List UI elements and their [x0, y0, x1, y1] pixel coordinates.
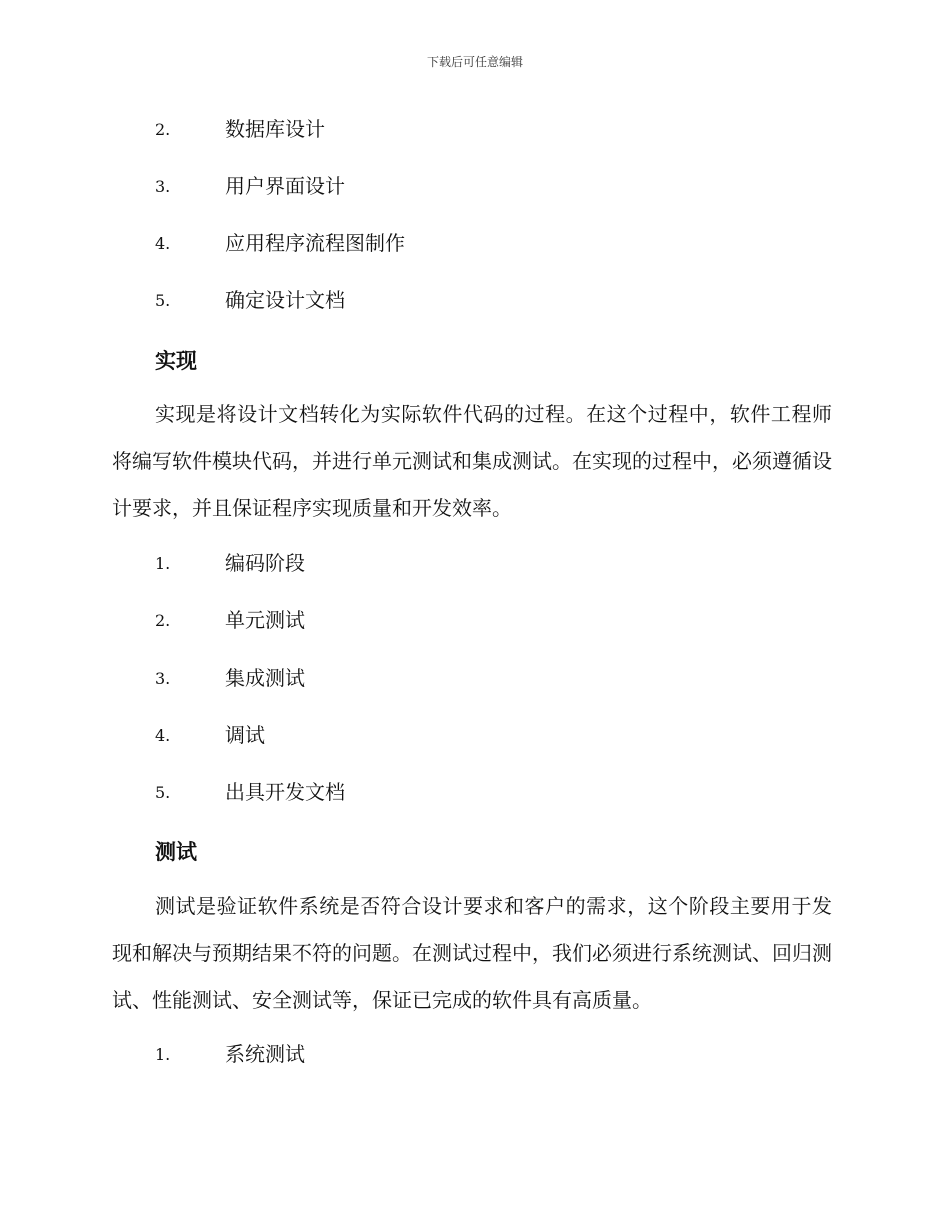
list-label: 数据库设计 [225, 117, 325, 141]
list-label: 应用程序流程图制作 [225, 231, 405, 255]
list-number: 2. [155, 120, 171, 139]
list-number: 3. [155, 669, 171, 688]
list-number: 1. [155, 1045, 171, 1064]
list-label: 出具开发文档 [225, 780, 345, 804]
testing-paragraph: 测试是验证软件系统是否符合设计要求和客户的需求，这个阶段主要用于发现和解决与预期结果不符的问题。在测试过程中，我们必须进行系统测试、回归测试、性能测试、安全测试等，保证已完成的软件具有高质量。 [112, 894, 832, 1012]
page-header: 下载后可任意编辑 [426, 55, 523, 69]
list-number: 4. [155, 234, 171, 253]
list-label: 调试 [225, 723, 265, 747]
list-label: 用户界面设计 [225, 174, 345, 198]
list-number: 5. [155, 291, 171, 310]
list-label: 单元测试 [225, 608, 305, 632]
list-number: 3. [155, 177, 171, 196]
list-label: 集成测试 [225, 666, 305, 690]
list-label: 确定设计文档 [225, 288, 345, 312]
section-heading-implementation: 实现 [155, 349, 197, 373]
list-number: 1. [155, 554, 171, 573]
list-label: 系统测试 [225, 1042, 305, 1066]
list-label: 编码阶段 [225, 551, 305, 575]
list-number: 2. [155, 611, 171, 630]
list-number: 5. [155, 783, 171, 802]
implementation-paragraph: 实现是将设计文档转化为实际软件代码的过程。在这个过程中，软件工程师将编写软件模块代码，并进行单元测试和集成测试。在实现的过程中，必须遵循设计要求，并且保证程序实现质量和开发效率。 [112, 402, 832, 520]
list-number: 4. [155, 726, 171, 745]
section-heading-testing: 测试 [155, 840, 197, 864]
